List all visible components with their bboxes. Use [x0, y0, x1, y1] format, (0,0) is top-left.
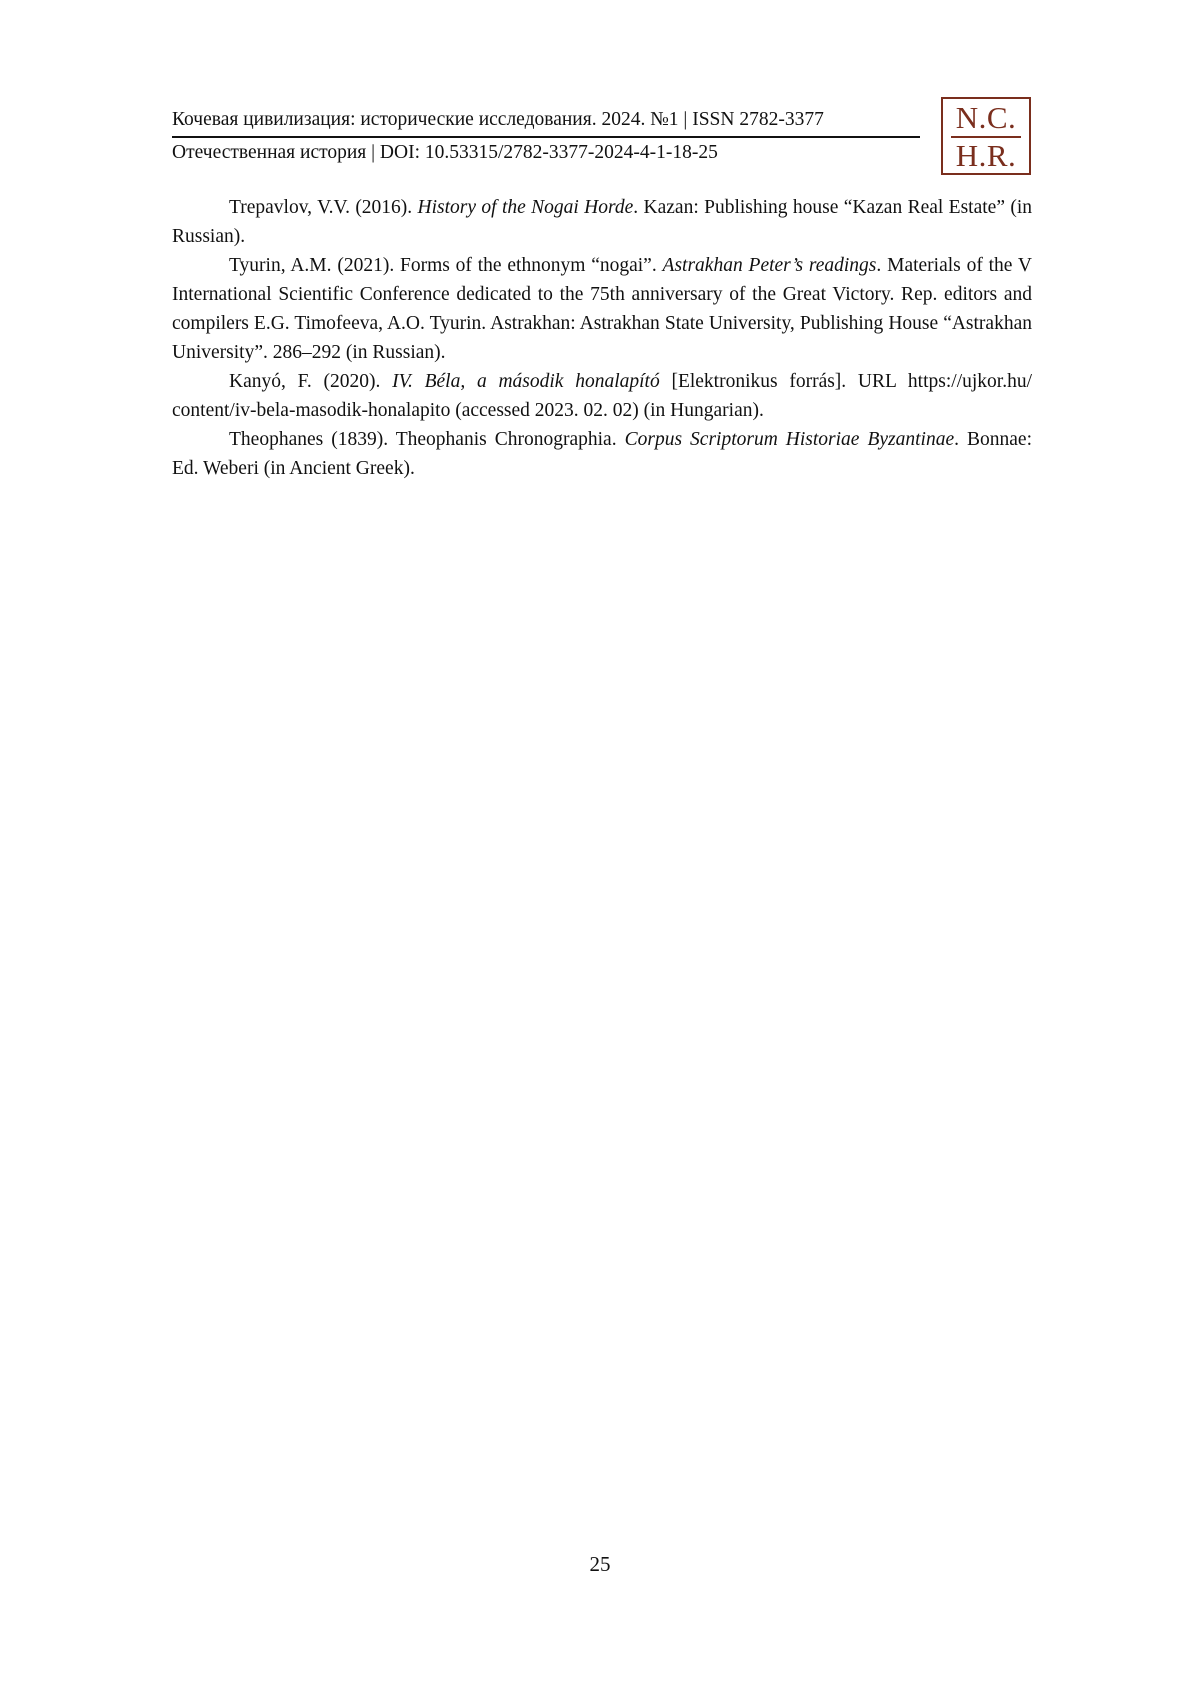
reference-list [172, 193, 1032, 483]
running-header [172, 106, 920, 167]
logo-bottom-letters: H.R. [955, 138, 1017, 173]
reference-item: Kanyó, F. (2020). IV. Béla, a második honalapító [Elektronikus forrás]. URL https://ujkor.hu/ content/iv-bela-masodik-honalapito (accessed 2023. 02. 02) (in Hungarian). [172, 371, 1032, 421]
logo-top-letters: N.C. [955, 100, 1017, 135]
reference-item: Theophanes (1839). Theophanis Chronographia. Corpus Scriptorum Historiae Byzantinae. Bonnae: Ed. Weberi (in Ancient Greek). [172, 429, 1032, 479]
journal-logo [941, 97, 1031, 175]
reference-item: Trepavlov, V.V. (2016). History of the Nogai Horde. Kazan: Publishing house “Kazan Real Estate” (in Russian). [172, 197, 1032, 247]
reference-item: Tyurin, A.M. (2021). Forms of the ethnonym “nogai”. Astrakhan Peter’s readings. Materials of the V International Scientific Conference dedicated to the 75th anniversary of the Great Victory. Rep. editors and compilers E.G. Timofeeva, A.O. Tyurin. Astrakhan: Astrakhan State University, Publishing House “Astrakhan University”. 286–292 (in Russian). [172, 255, 1033, 363]
page-number: 25 [589, 1552, 611, 1576]
journal-title-line: Кочевая цивилизация: исторические исследования. 2024. №1 | ISSN 2782-3377 [172, 106, 920, 138]
section-doi-line: Отечественная история | DOI: 10.53315/2782-3377-2024-4-1-18-25 [172, 142, 718, 163]
